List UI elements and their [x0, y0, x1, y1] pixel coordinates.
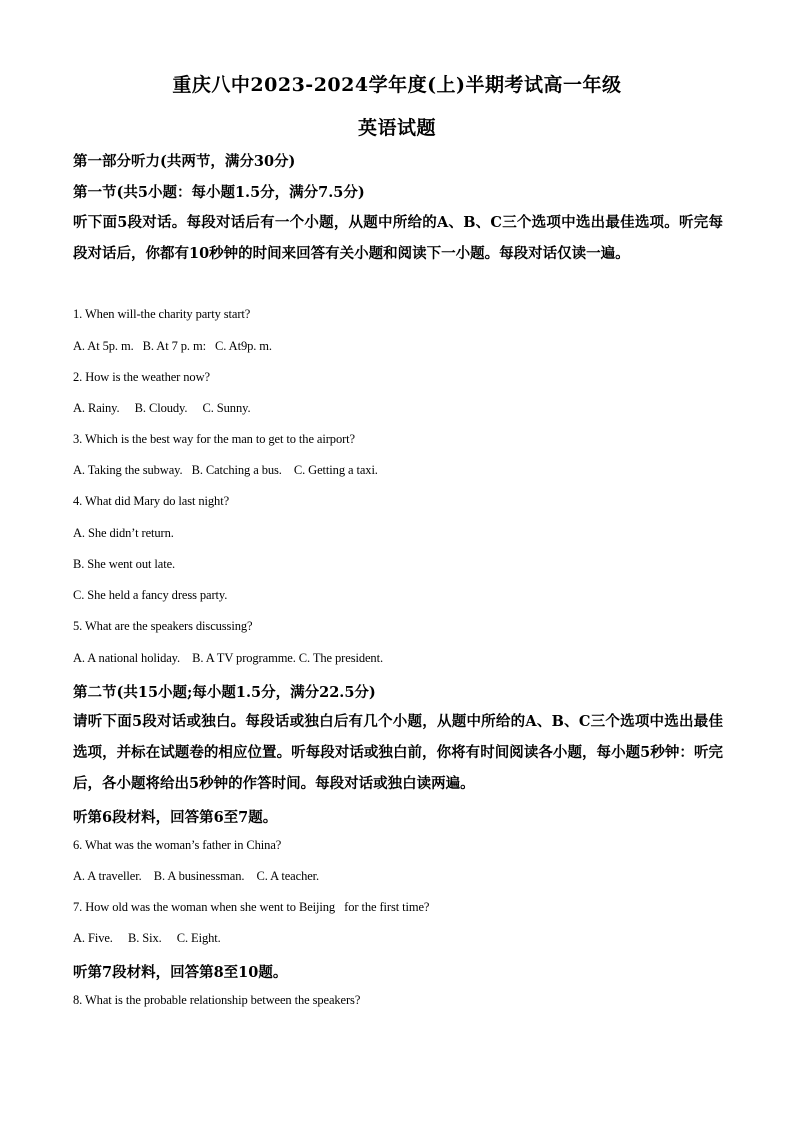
exam-subtitle: 英语试题	[357, 117, 436, 139]
part1-heading: 第一部分听力(共两节，满分30分)	[73, 153, 296, 170]
section1-heading: 第一节(共5小题：每小题1.5分，满分7.5分)	[73, 184, 365, 201]
question-1-options: A. At 5p. m. B. At 7 p. m: C. At9p. m.	[73, 339, 272, 353]
question-5: 5. What are the speakers discussing?	[73, 619, 253, 633]
exam-title: 重庆八中2023-2024学年度(上)半期考试高一年级	[172, 74, 622, 96]
question-5-options: A. A national holiday. B. A TV programme. C. The president.	[73, 651, 383, 665]
material-7-heading: 听第7段材料，回答第8至10题。	[73, 964, 288, 981]
question-4: 4. What did Mary do last night?	[73, 494, 230, 508]
section2-instructions: 请听下面5段对话或独白。每段话或独白后有几个小题，从题中所给的A、B、C三个选项中选出最佳选项，并标在试题卷的相应位置。听每段对话或独白前，你将有时间阅读各小题，每小题5秒钟：听完后，各小题将给出5秒钟的作答时间。每段对话或独白读两遍。	[73, 713, 723, 792]
question-6-options: A. A traveller. B. A businessman. C. A teacher.	[73, 869, 320, 883]
question-2-options: A. Rainy. B. Cloudy. C. Sunny.	[73, 401, 251, 415]
section1-instructions: 听下面5段对话。每段对话后有一个小题，从题中所给的A、B、C三个选项中选出最佳选项。听完每段对话后，你都有10秒钟的时间来回答有关小题和阅读下一小题。每段对话仅读一遍。	[73, 214, 723, 262]
question-6: 6. What was the woman’s father in China?	[73, 838, 282, 852]
question-3: 3. Which is the best way for the man to get to the airport?	[73, 432, 355, 446]
question-8: 8. What is the probable relationship between the speakers?	[73, 993, 361, 1007]
section2-heading: 第二节(共15小题;每小题1.5分，满分22.5分)	[73, 684, 376, 701]
question-1: 1. When will-the charity party start?	[73, 307, 251, 321]
question-7: 7. How old was the woman when she went to Beijing for the first time?	[73, 900, 430, 914]
question-7-options: A. Five. B. Six. C. Eight.	[73, 931, 221, 945]
question-4-option-a: A. She didn’t return.	[73, 526, 174, 540]
question-4-option-c: C. She held a fancy dress party.	[73, 588, 228, 602]
material-6-heading: 听第6段材料，回答第6至7题。	[73, 809, 278, 826]
question-4-option-b: B. She went out late.	[73, 557, 176, 571]
question-3-options: A. Taking the subway. B. Catching a bus. C. Getting a taxi.	[73, 463, 378, 477]
question-2: 2. How is the weather now?	[73, 370, 210, 384]
